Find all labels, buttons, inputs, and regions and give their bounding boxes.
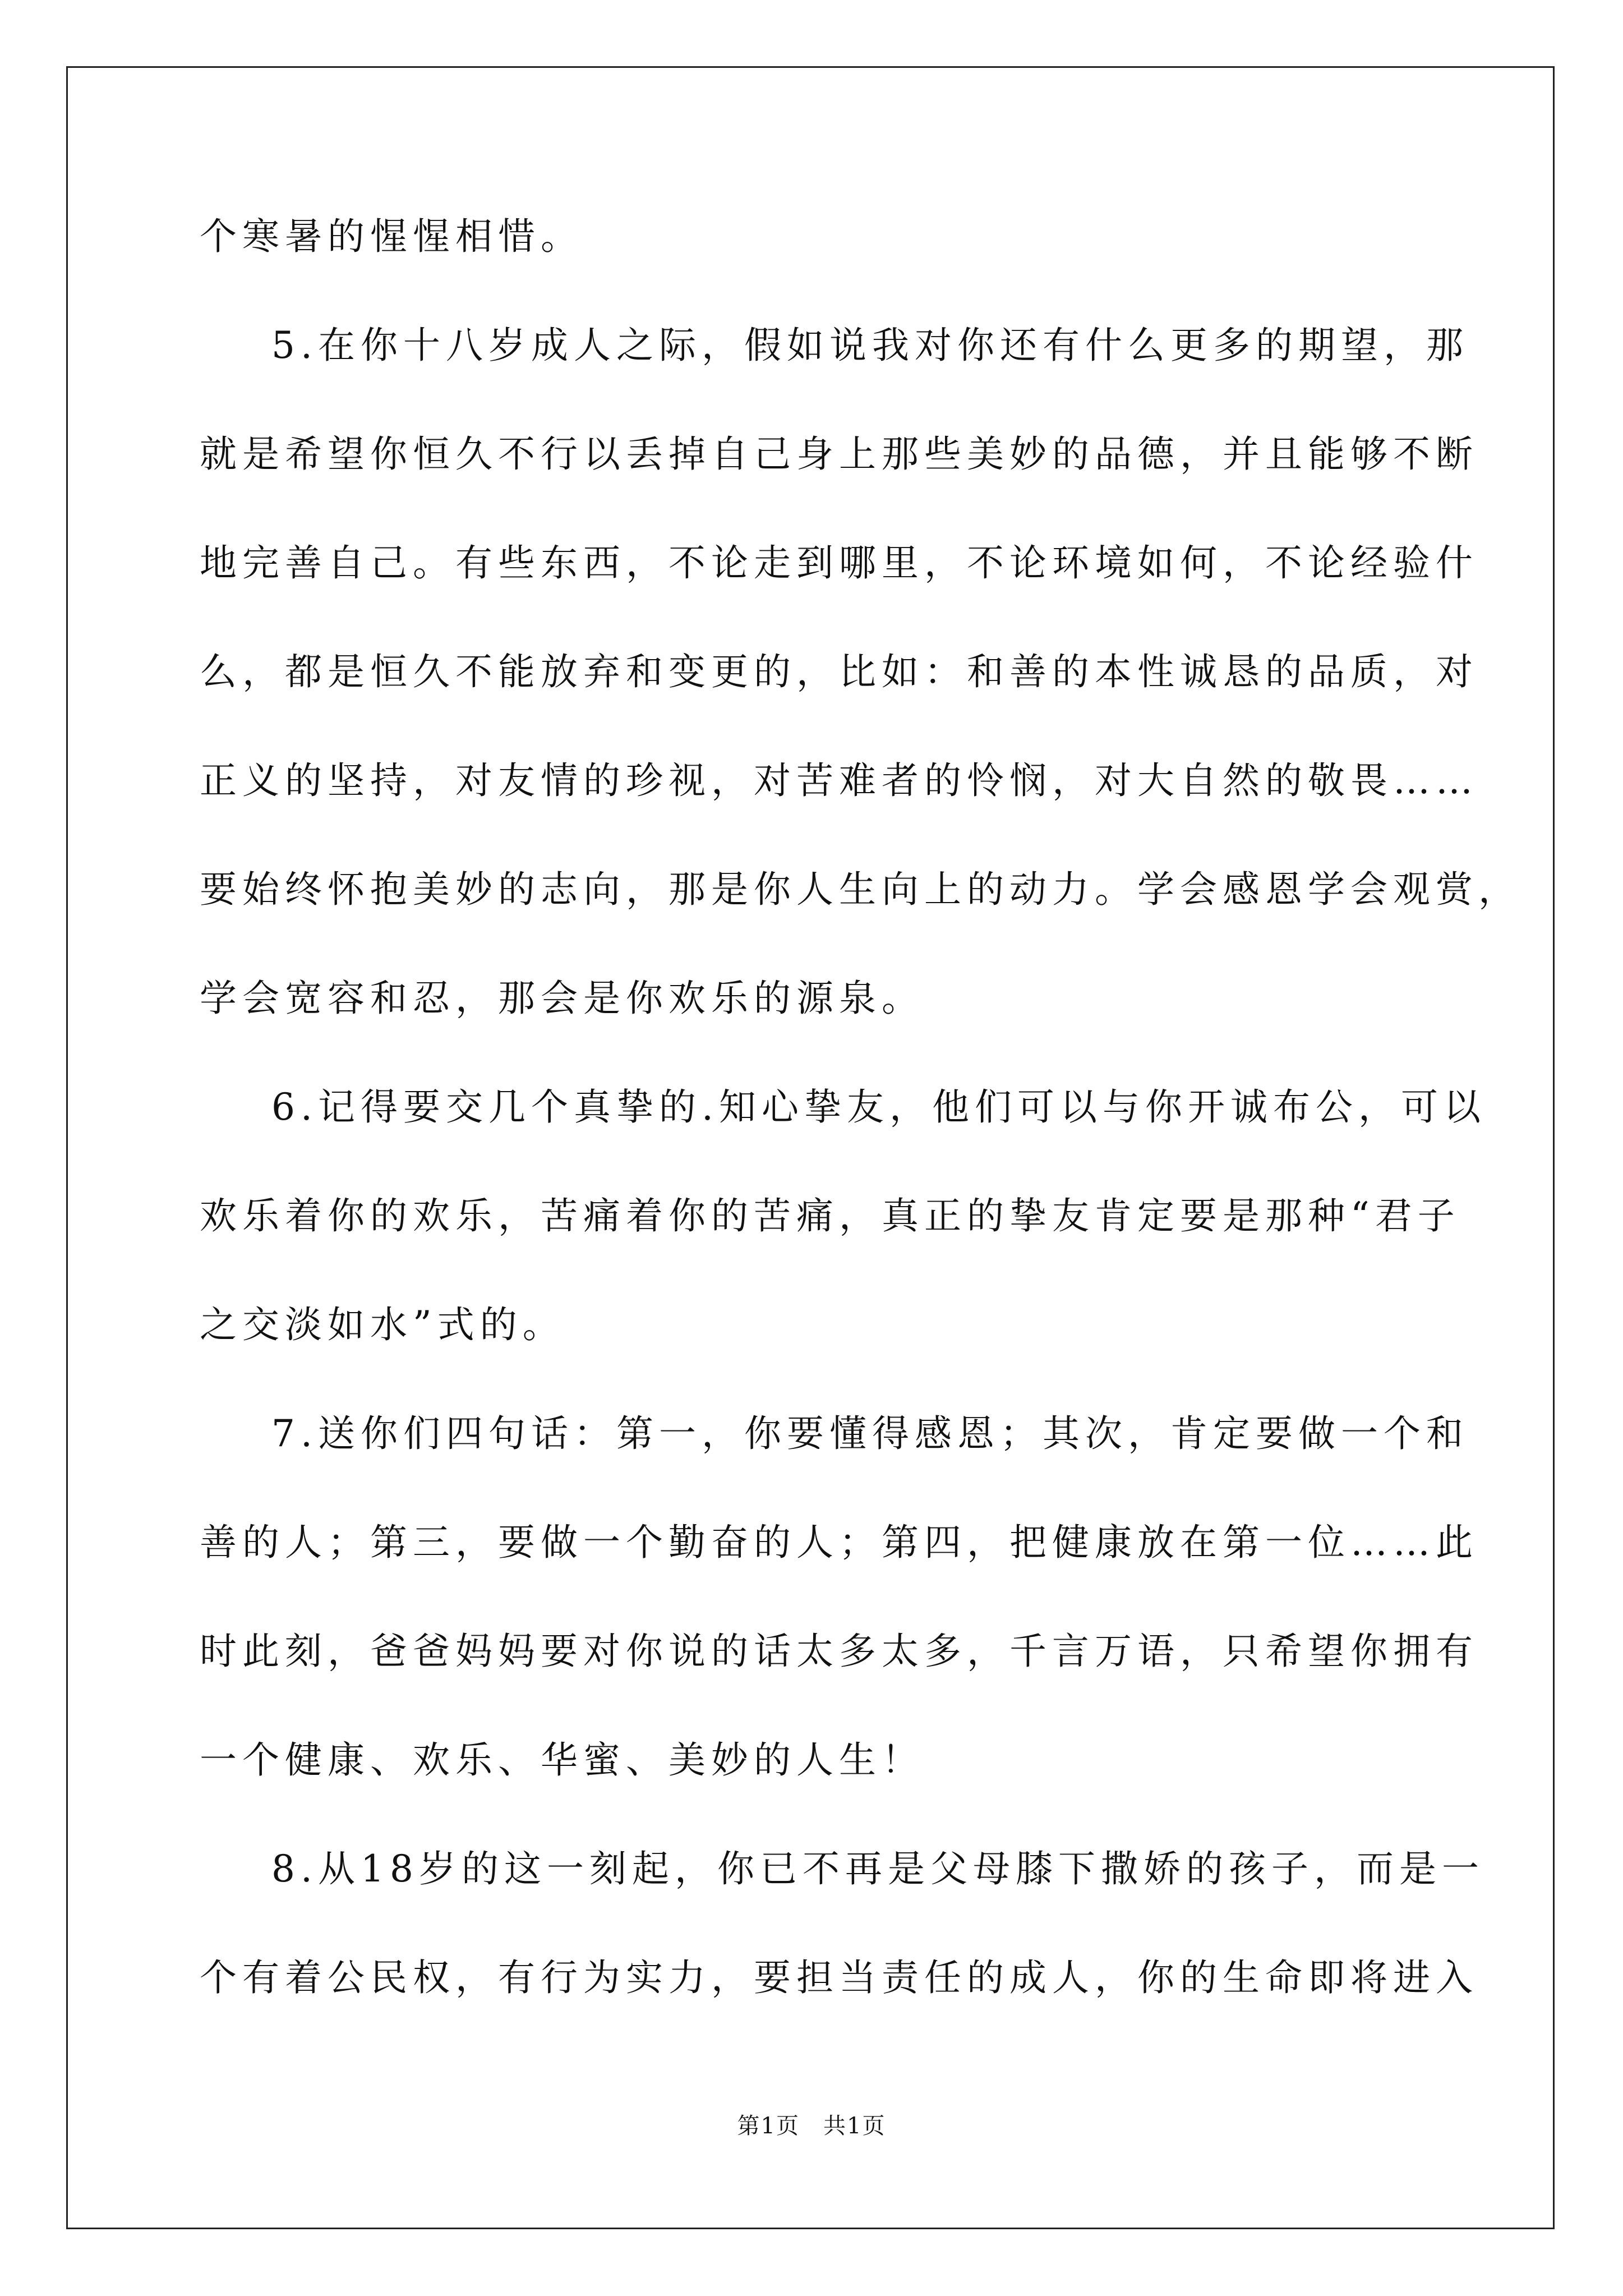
paragraph-5-start: 5.在你十八岁成人之际，假如说我对你还有什么更多的期望，那 [271, 324, 1469, 367]
text-line: 要始终怀抱美妙的志向，那是你人生向上的动力。学会感恩学会观赏， [200, 868, 1521, 911]
text-line: 个有着公民权，有行为实力，要担当责任的成人，你的生命即将进入 [200, 1956, 1478, 1999]
page-footer: 第1页 共1页 [737, 2113, 886, 2139]
text-line: 正义的坚持，对友情的珍视，对苦难者的怜悯，对大自然的敬畏…… [200, 759, 1478, 802]
text-line: 地完善自己。有些东西，不论走到哪里，不论环境如何，不论经验什 [200, 541, 1478, 585]
page-border [66, 66, 1555, 2229]
paragraph-7-start: 7.送你们四句话：第一，你要懂得感恩；其次，肯定要做一个和 [271, 1412, 1469, 1455]
paragraph-6-start: 6.记得要交几个真挚的.知心挚友，他们可以与你开诚布公，可以 [271, 1085, 1486, 1129]
text-line: 之交淡如水”式的。 [200, 1303, 565, 1346]
text-line: 欢乐着你的欢乐，苦痛着你的苦痛，真正的挚友肯定要是那种“君子 [200, 1194, 1460, 1237]
text-line: 时此刻，爸爸妈妈要对你说的话太多太多，千言万语，只希望你拥有 [200, 1630, 1478, 1673]
paragraph-8-start: 8.从18岁的这一刻起，你已不再是父母膝下撒娇的孩子，而是一 [271, 1847, 1484, 1890]
text-line: 一个健康、欢乐、华蜜、美妙的人生！ [200, 1738, 924, 1782]
text-line: 就是希望你恒久不行以丢掉自己身上那些美妙的品德，并且能够不断 [200, 432, 1478, 476]
text-line: 个寒暑的惺惺相惜。 [200, 215, 583, 258]
text-line: 么，都是恒久不能放弃和变更的，比如：和善的本性诚恳的品质，对 [200, 650, 1478, 693]
text-line: 学会宽容和忍，那会是你欢乐的源泉。 [200, 977, 924, 1020]
text-line: 善的人；第三，要做一个勤奋的人；第四，把健康放在第一位……此 [200, 1521, 1478, 1564]
